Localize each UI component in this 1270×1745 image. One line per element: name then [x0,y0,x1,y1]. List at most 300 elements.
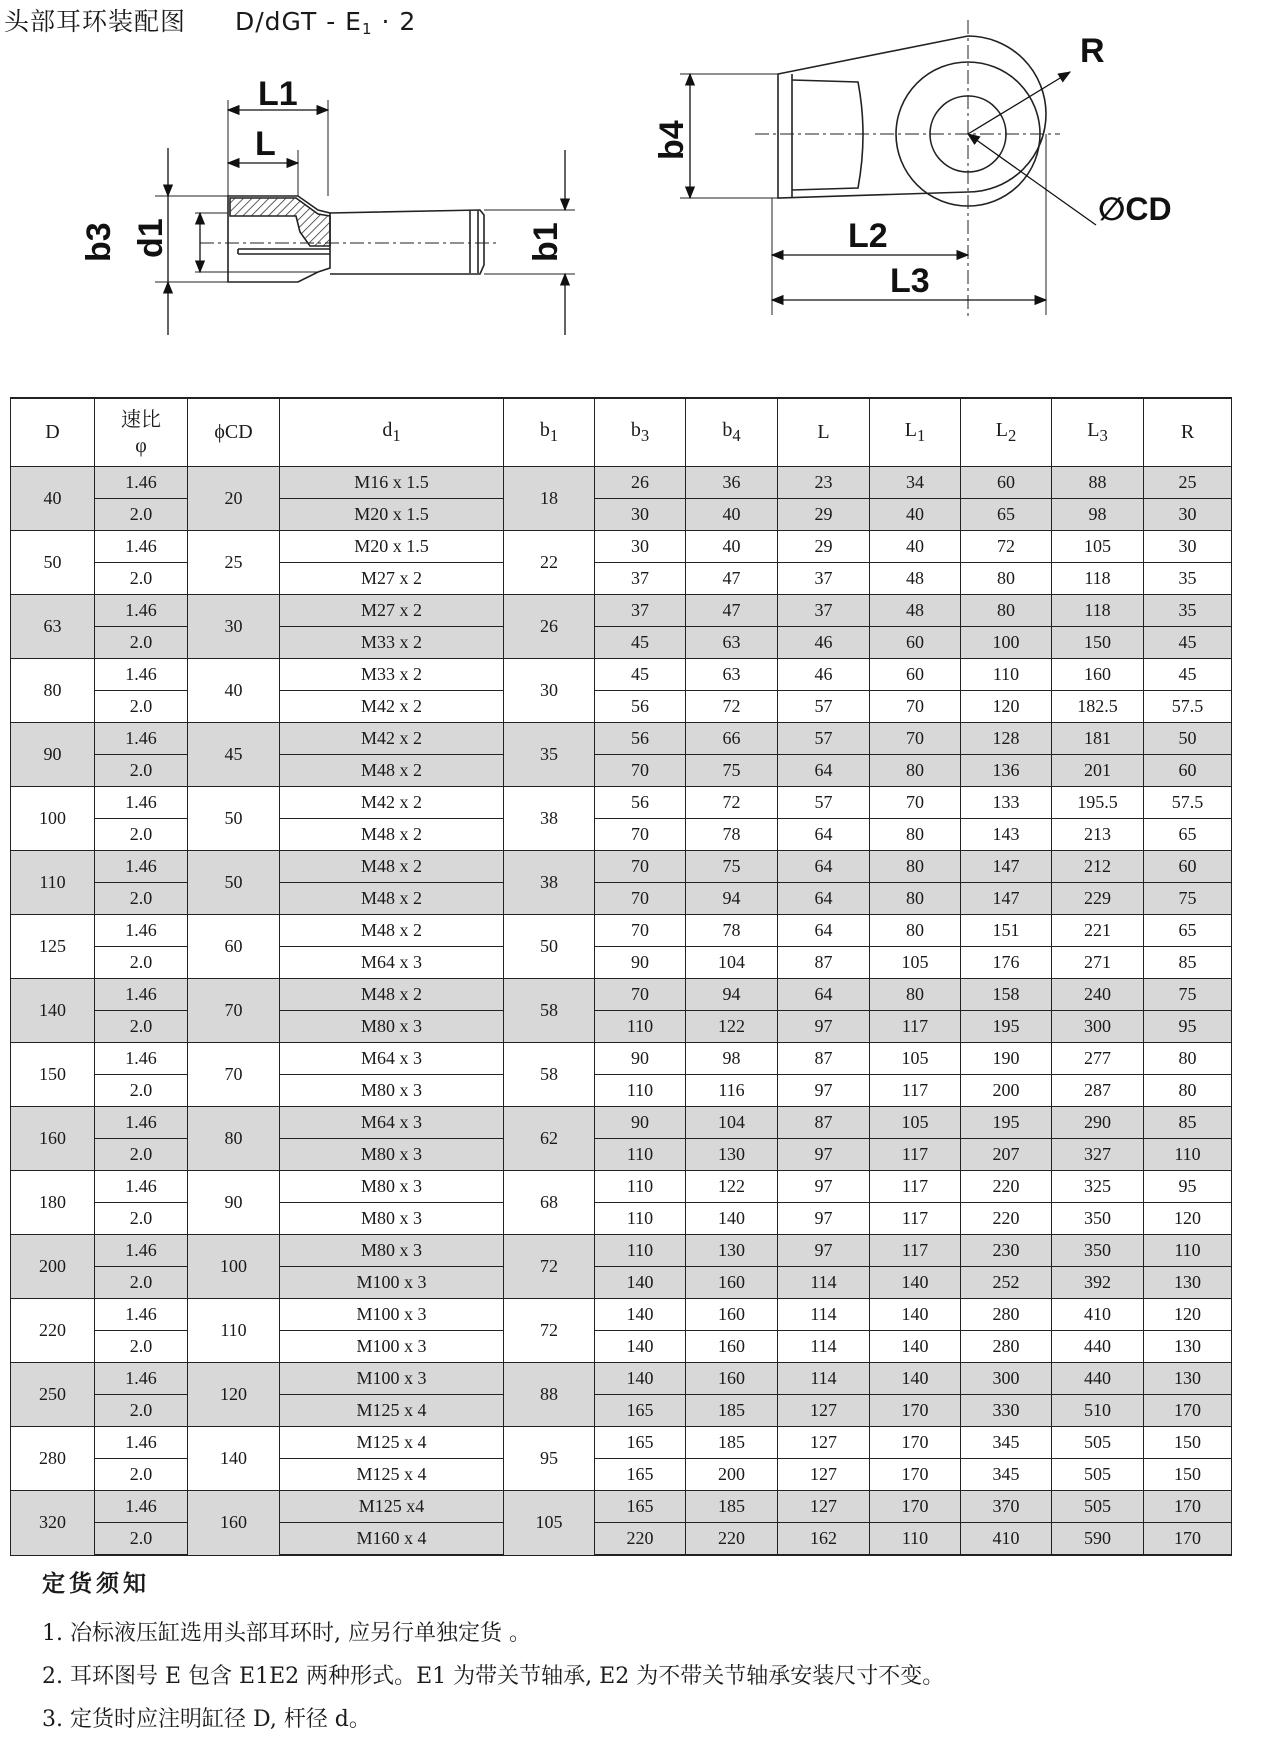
table-row [11,915,1232,947]
cell-ratio: 1.46 [95,659,188,691]
cell-CD: 120 [188,1363,280,1427]
col-b3: $b_3$ [595,398,686,467]
cell-L3: 505 [1052,1459,1144,1491]
cell-L3: 410 [1052,1299,1144,1331]
cell-d1: M160 x 4 [280,1523,504,1556]
cell-L3: 221 [1052,915,1144,947]
cell-L2: 110 [961,659,1052,691]
cell-L2: 151 [961,915,1052,947]
cell-L1: 140 [870,1267,961,1299]
note-3: 3. 定货时应注明缸径 D, 杆径 d。 [42,1707,371,1732]
cell-R: 35 [1144,563,1232,595]
cell-R: 57.5 [1144,787,1232,819]
cell-d1: M100 x 3 [280,1363,504,1395]
dim-label-b1: b1 [527,222,565,262]
cell-ratio: 2.0 [95,499,188,531]
cell-ratio: 2.0 [95,1331,188,1363]
cell-b4: 160 [686,1267,778,1299]
cell-L3: 212 [1052,851,1144,883]
cell-D: 90 [11,723,95,787]
cell-CD: 70 [188,979,280,1043]
cell-R: 130 [1144,1363,1232,1395]
cell-L: 114 [778,1363,870,1395]
cell-b3: 30 [595,531,686,563]
cell-b3: 26 [595,467,686,499]
cell-L1: 70 [870,723,961,755]
cell-d1: M42 x 2 [280,787,504,819]
cell-b4: 122 [686,1171,778,1203]
cell-L1: 70 [870,787,961,819]
cell-L3: 182.5 [1052,691,1144,723]
cell-L2: 65 [961,499,1052,531]
cell-R: 60 [1144,755,1232,787]
cell-R: 130 [1144,1267,1232,1299]
table-row [11,531,1232,563]
cell-L2: 280 [961,1331,1052,1363]
dim-label-L2: L2 [848,217,888,255]
cell-L1: 80 [870,915,961,947]
cell-b3: 110 [595,1171,686,1203]
cell-b4: 160 [686,1299,778,1331]
cell-L: 127 [778,1427,870,1459]
cell-d1: M48 x 2 [280,883,504,915]
table-row [11,1299,1232,1331]
cell-D: 140 [11,979,95,1043]
side-view [155,100,575,282]
cell-R: 110 [1144,1235,1232,1267]
cell-L1: 48 [870,563,961,595]
cell-b1: 72 [504,1299,595,1363]
cell-L: 64 [778,755,870,787]
dim-label-b3: b3 [80,222,118,262]
table-row [11,1363,1232,1395]
cell-b4: 122 [686,1011,778,1043]
table-row [11,787,1232,819]
cell-L1: 40 [870,531,961,563]
cell-ratio: 1.46 [95,723,188,755]
cell-L: 97 [778,1235,870,1267]
cell-L3: 98 [1052,499,1144,531]
cell-b3: 220 [595,1523,686,1556]
cell-d1: M125 x 4 [280,1427,504,1459]
cell-b4: 94 [686,883,778,915]
cell-L2: 100 [961,627,1052,659]
cell-R: 150 [1144,1459,1232,1491]
cell-b3: 110 [595,1011,686,1043]
cell-d1: M80 x 3 [280,1171,504,1203]
cell-L2: 120 [961,691,1052,723]
cell-L2: 220 [961,1203,1052,1235]
cell-R: 85 [1144,1107,1232,1139]
cell-L: 87 [778,947,870,979]
cell-L1: 117 [870,1139,961,1171]
cell-D: 150 [11,1043,95,1107]
cell-L2: 230 [961,1235,1052,1267]
cell-L2: 195 [961,1107,1052,1139]
cell-L2: 280 [961,1299,1052,1331]
cell-L: 64 [778,979,870,1011]
cell-b4: 140 [686,1203,778,1235]
cell-ratio: 1.46 [95,1171,188,1203]
table-row [11,979,1232,1011]
cell-L2: 207 [961,1139,1052,1171]
cell-L3: 590 [1052,1523,1144,1556]
cell-L2: 143 [961,819,1052,851]
cell-b1: 26 [504,595,595,659]
cell-R: 130 [1144,1331,1232,1363]
cell-L: 114 [778,1331,870,1363]
cell-L: 97 [778,1203,870,1235]
cell-d1: M80 x 3 [280,1235,504,1267]
cell-D: 110 [11,851,95,915]
cell-L1: 140 [870,1363,961,1395]
table-body [11,467,1232,1556]
cell-D: 250 [11,1363,95,1427]
cell-D: 40 [11,467,95,531]
cell-CD: 20 [188,467,280,531]
cell-b4: 130 [686,1235,778,1267]
cell-L2: 190 [961,1043,1052,1075]
cell-d1: M80 x 3 [280,1203,504,1235]
cell-b3: 70 [595,851,686,883]
cell-b3: 45 [595,659,686,691]
cell-ratio: 1.46 [95,1363,188,1395]
cell-b4: 185 [686,1491,778,1523]
cell-ratio: 2.0 [95,1395,188,1427]
cell-D: 125 [11,915,95,979]
cell-b4: 104 [686,1107,778,1139]
cell-b3: 140 [595,1331,686,1363]
cell-d1: M64 x 3 [280,1043,504,1075]
table-row [11,1107,1232,1139]
cell-b3: 70 [595,883,686,915]
cell-L3: 105 [1052,531,1144,563]
cell-b1: 35 [504,723,595,787]
cell-R: 65 [1144,819,1232,851]
cell-b4: 220 [686,1523,778,1556]
cell-L1: 170 [870,1459,961,1491]
cell-b4: 78 [686,819,778,851]
cell-d1: M80 x 3 [280,1075,504,1107]
cell-b3: 140 [595,1299,686,1331]
cell-R: 170 [1144,1491,1232,1523]
cell-ratio: 1.46 [95,1299,188,1331]
col-ratio-top: 速比 [121,408,161,431]
cell-L: 162 [778,1523,870,1556]
cell-L: 64 [778,883,870,915]
cell-ratio: 2.0 [95,1139,188,1171]
cell-L: 114 [778,1267,870,1299]
cell-CD: 80 [188,1107,280,1171]
cell-L1: 140 [870,1331,961,1363]
cell-ratio: 2.0 [95,563,188,595]
cell-L: 37 [778,595,870,627]
cell-R: 95 [1144,1011,1232,1043]
cell-b4: 104 [686,947,778,979]
cell-CD: 100 [188,1235,280,1299]
cell-L3: 510 [1052,1395,1144,1427]
cell-D: 320 [11,1491,95,1556]
cell-L2: 176 [961,947,1052,979]
cell-L2: 200 [961,1075,1052,1107]
cell-CD: 25 [188,531,280,595]
cell-R: 95 [1144,1171,1232,1203]
cell-L3: 240 [1052,979,1144,1011]
cell-b1: 105 [504,1491,595,1556]
cell-R: 120 [1144,1299,1232,1331]
title-code: D/dGT - E [234,7,362,36]
cell-D: 160 [11,1107,95,1171]
cell-R: 30 [1144,531,1232,563]
cell-L3: 195.5 [1052,787,1144,819]
cell-D: 100 [11,787,95,851]
note-1: 1. 冶标液压缸选用头部耳环时, 应另行单独定货 。 [42,1621,531,1646]
cell-L2: 370 [961,1491,1052,1523]
cell-ratio: 1.46 [95,1043,188,1075]
cell-L2: 345 [961,1459,1052,1491]
col-ratio-bottom: φ [135,434,147,457]
cell-b1: 68 [504,1171,595,1235]
cell-L1: 105 [870,1043,961,1075]
cell-ratio: 1.46 [95,1427,188,1459]
table-row [11,467,1232,499]
cell-R: 170 [1144,1523,1232,1556]
table-row [11,1235,1232,1267]
cell-d1: M48 x 2 [280,979,504,1011]
cell-L3: 505 [1052,1491,1144,1523]
cell-L1: 170 [870,1427,961,1459]
cell-b3: 165 [595,1395,686,1427]
cell-L3: 290 [1052,1107,1144,1139]
cell-D: 280 [11,1427,95,1491]
table-header [11,398,1232,467]
cell-b3: 110 [595,1075,686,1107]
cell-L: 64 [778,819,870,851]
cell-L: 64 [778,915,870,947]
cell-b4: 66 [686,723,778,755]
cell-R: 170 [1144,1395,1232,1427]
cell-ratio: 2.0 [95,1075,188,1107]
cell-ratio: 2.0 [95,755,188,787]
cell-b4: 185 [686,1395,778,1427]
cell-L: 114 [778,1299,870,1331]
cell-ratio: 1.46 [95,787,188,819]
cell-d1: M100 x 3 [280,1331,504,1363]
dim-label-CD: ∅CD [1098,191,1172,227]
cell-ratio: 1.46 [95,595,188,627]
cell-R: 30 [1144,499,1232,531]
cell-b1: 62 [504,1107,595,1171]
cell-L1: 140 [870,1299,961,1331]
cell-b1: 30 [504,659,595,723]
cell-R: 45 [1144,627,1232,659]
cell-L1: 117 [870,1203,961,1235]
cell-L3: 327 [1052,1139,1144,1171]
cell-CD: 160 [188,1491,280,1556]
cell-L2: 158 [961,979,1052,1011]
front-view [680,20,1060,320]
cell-D: 50 [11,531,95,595]
cell-b1: 95 [504,1427,595,1491]
cell-b3: 165 [595,1491,686,1523]
cell-b3: 45 [595,627,686,659]
cell-L1: 80 [870,755,961,787]
cell-ratio: 1.46 [95,979,188,1011]
cell-L3: 201 [1052,755,1144,787]
cell-L2: 252 [961,1267,1052,1299]
cell-ratio: 1.46 [95,915,188,947]
cell-b1: 22 [504,531,595,595]
cell-L3: 325 [1052,1171,1144,1203]
cell-L1: 105 [870,947,961,979]
cell-b4: 47 [686,563,778,595]
cell-L2: 60 [961,467,1052,499]
cell-b3: 90 [595,1107,686,1139]
cell-L3: 277 [1052,1043,1144,1075]
cell-b4: 130 [686,1139,778,1171]
cell-b4: 200 [686,1459,778,1491]
cell-R: 65 [1144,915,1232,947]
cell-L3: 88 [1052,467,1144,499]
cell-R: 60 [1144,851,1232,883]
cell-b4: 47 [686,595,778,627]
cell-L: 57 [778,691,870,723]
cell-L: 127 [778,1395,870,1427]
cell-b3: 140 [595,1267,686,1299]
cell-L1: 34 [870,467,961,499]
cell-b4: 63 [686,627,778,659]
cell-L1: 110 [870,1523,961,1556]
cell-L: 29 [778,531,870,563]
cell-L3: 350 [1052,1203,1144,1235]
dim-label-L3: L3 [890,262,930,300]
cell-d1: M100 x 3 [280,1267,504,1299]
cell-L: 23 [778,467,870,499]
cell-b3: 90 [595,1043,686,1075]
cell-b3: 70 [595,755,686,787]
cell-R: 110 [1144,1139,1232,1171]
cell-CD: 40 [188,659,280,723]
col-R: R [1144,398,1232,467]
cell-L3: 440 [1052,1331,1144,1363]
col-L1: $L_1$ [870,398,961,467]
cell-L1: 40 [870,499,961,531]
cell-L3: 213 [1052,819,1144,851]
cell-L3: 118 [1052,563,1144,595]
table-row [11,723,1232,755]
cell-R: 35 [1144,595,1232,627]
cell-b4: 72 [686,787,778,819]
table-row [11,1491,1232,1523]
cell-L1: 60 [870,627,961,659]
cell-L: 97 [778,1075,870,1107]
cell-L2: 300 [961,1363,1052,1395]
cell-L1: 170 [870,1395,961,1427]
cell-b1: 50 [504,915,595,979]
cell-L: 64 [778,851,870,883]
cell-R: 50 [1144,723,1232,755]
cell-L2: 345 [961,1427,1052,1459]
cell-ratio: 2.0 [95,1267,188,1299]
cell-L3: 300 [1052,1011,1144,1043]
cell-d1: M48 x 2 [280,819,504,851]
cell-b4: 63 [686,659,778,691]
cell-ratio: 1.46 [95,1235,188,1267]
cell-ratio: 1.46 [95,851,188,883]
cell-d1: M64 x 3 [280,947,504,979]
cell-b1: 88 [504,1363,595,1427]
cell-b4: 185 [686,1427,778,1459]
cell-ratio: 2.0 [95,883,188,915]
note-2: 2. 耳环图号 E 包含 E1E2 两种形式。E1 为带关节轴承, E2 为不带关节轴承安装尺寸不变。 [42,1664,945,1689]
cell-L: 46 [778,627,870,659]
cell-d1: M27 x 2 [280,595,504,627]
dim-label-R: R [1080,32,1105,70]
order-notes [42,1565,944,1745]
table-row [11,1043,1232,1075]
cell-L: 87 [778,1107,870,1139]
cell-b3: 37 [595,595,686,627]
cell-L3: 271 [1052,947,1144,979]
cell-R: 80 [1144,1075,1232,1107]
cell-D: 63 [11,595,95,659]
cell-R: 80 [1144,1043,1232,1075]
cell-L1: 117 [870,1011,961,1043]
cell-b1: 18 [504,467,595,531]
cell-L3: 181 [1052,723,1144,755]
cell-b1: 38 [504,851,595,915]
cell-ratio: 1.46 [95,467,188,499]
cell-L1: 117 [870,1075,961,1107]
cell-L2: 147 [961,851,1052,883]
cell-R: 150 [1144,1427,1232,1459]
cell-b3: 56 [595,723,686,755]
cell-L2: 133 [961,787,1052,819]
cell-L2: 410 [961,1523,1052,1556]
cell-L1: 105 [870,1107,961,1139]
cell-ratio: 1.46 [95,1491,188,1523]
cell-ratio: 2.0 [95,947,188,979]
cell-R: 25 [1144,467,1232,499]
cell-L: 46 [778,659,870,691]
assembly-drawing [0,0,1270,390]
cell-b4: 75 [686,755,778,787]
cell-d1: M125 x 4 [280,1395,504,1427]
cell-L2: 80 [961,595,1052,627]
cell-R: 45 [1144,659,1232,691]
cell-b3: 110 [595,1203,686,1235]
cell-CD: 50 [188,787,280,851]
cell-L: 57 [778,787,870,819]
cell-b1: 72 [504,1235,595,1299]
col-ratio [95,398,188,467]
cell-L3: 440 [1052,1363,1144,1395]
cell-d1: M80 x 3 [280,1011,504,1043]
cell-R: 75 [1144,883,1232,915]
cell-b3: 56 [595,787,686,819]
cell-CD: 90 [188,1171,280,1235]
title-code-sub: 1 [361,20,373,38]
cell-b3: 110 [595,1235,686,1267]
cell-L1: 117 [870,1235,961,1267]
cell-CD: 70 [188,1043,280,1107]
dim-label-L: L [255,125,276,163]
cell-d1: M20 x 1.5 [280,499,504,531]
cell-L2: 195 [961,1011,1052,1043]
col-L3: $L_3$ [1052,398,1144,467]
cell-L: 57 [778,723,870,755]
cell-ratio: 2.0 [95,1203,188,1235]
